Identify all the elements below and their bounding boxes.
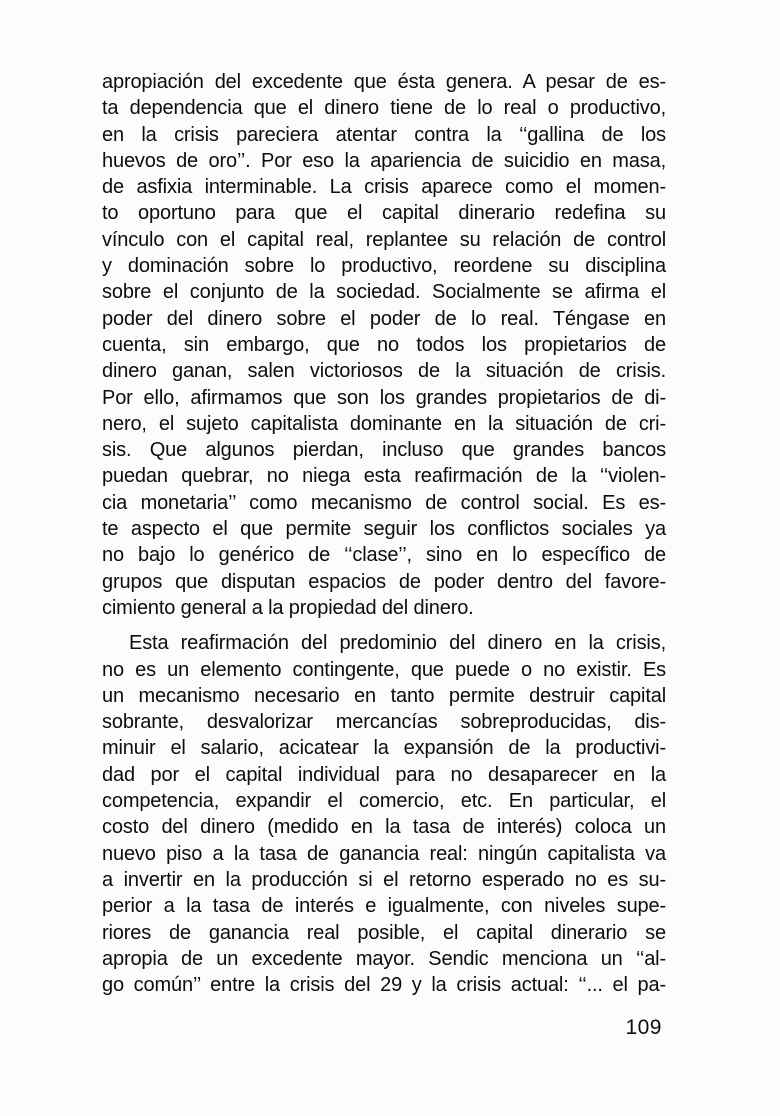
text-line: to oportuno para que el capital dinerario redefina su: [102, 202, 666, 225]
text-line: a invertir en la producción si el retorno esperado no es su-: [102, 868, 666, 891]
page-text: [102, 69, 666, 998]
text-line: nuevo piso a la tasa de ganancia real: ningún capitalista va: [102, 842, 666, 865]
text-line: puedan quebrar, no niega esta reafirmación de la ‘‘violen-: [102, 465, 666, 488]
text-line: no bajo lo genérico de ‘‘clase’’, sino en lo específico de: [102, 544, 666, 567]
text-line: nero, el sujeto capitalista dominante en la situación de cri-: [102, 412, 666, 435]
text-line: go común’’ entre la crisis del 29 y la crisis actual: ‘‘... el pa-: [102, 974, 666, 997]
text-line: poder del dinero sobre el poder de lo real. Téngase en: [102, 307, 666, 330]
text-line: Por ello, afirmamos que son los grandes propietarios de di-: [102, 386, 666, 409]
text-line: cimiento general a la propiedad del dinero.: [102, 596, 474, 619]
text-line: apropiación del excedente que ésta genera. A pesar de es-: [102, 71, 666, 93]
text-line: ta dependencia que el dinero tiene de lo real o productivo,: [102, 97, 666, 120]
text-line: costo del dinero (medido en la tasa de interés) coloca un: [102, 816, 666, 839]
text-line: en la crisis pareciera atentar contra la ‘‘gallina de los: [102, 123, 666, 146]
text-line: minuir el salario, acicatear la expansión de la productivi-: [102, 737, 666, 760]
text-line: sis. Que algunos pierdan, incluso que grandes bancos: [102, 439, 666, 462]
text-line: dinero ganan, salen victoriosos de la situación de crisis.: [102, 360, 666, 383]
text-line: no es un elemento contingente, que puede o no existir. Es: [102, 658, 666, 681]
paragraph: [102, 69, 666, 621]
text-line: Esta reafirmación del predominio del dinero en la crisis,: [129, 632, 666, 655]
text-line: sobre el conjunto de la sociedad. Socialmente se afirma el: [102, 281, 666, 304]
text-line: grupos que disputan espacios de poder dentro del favore-: [102, 570, 666, 593]
text-line: vínculo con el capital real, replantee su relación de control: [102, 228, 666, 251]
text-line: dad por el capital individual para no desaparecer en la: [102, 763, 666, 786]
text-line: perior a la tasa de interés e igualmente, con niveles supe-: [102, 895, 666, 918]
text-line: cia monetaria’’ como mecanismo de control social. Es es-: [102, 491, 666, 514]
paragraph: [102, 630, 666, 998]
page-number: 109: [625, 1016, 662, 1039]
text-line: cuenta, sin embargo, que no todos los propietarios de: [102, 333, 666, 356]
text-line: y dominación sobre lo productivo, reordene su disciplina: [102, 255, 666, 278]
text-line: huevos de oro’’. Por eso la apariencia de suicidio en masa,: [102, 149, 666, 172]
text-line: sobrante, desvalorizar mercancías sobreproducidas, dis-: [102, 711, 666, 734]
text-line: un mecanismo necesario en tanto permite destruir capital: [102, 684, 666, 707]
text-line: riores de ganancia real posible, el capital dinerario se: [102, 921, 666, 944]
text-line: competencia, expandir el comercio, etc. En particular, el: [102, 790, 666, 813]
text-line: apropia de un excedente mayor. Sendic menciona un ‘‘al-: [102, 947, 666, 970]
text-line: te aspecto el que permite seguir los conflictos sociales ya: [102, 518, 666, 541]
text-line: de asfixia interminable. La crisis aparece como el momen-: [102, 176, 666, 199]
